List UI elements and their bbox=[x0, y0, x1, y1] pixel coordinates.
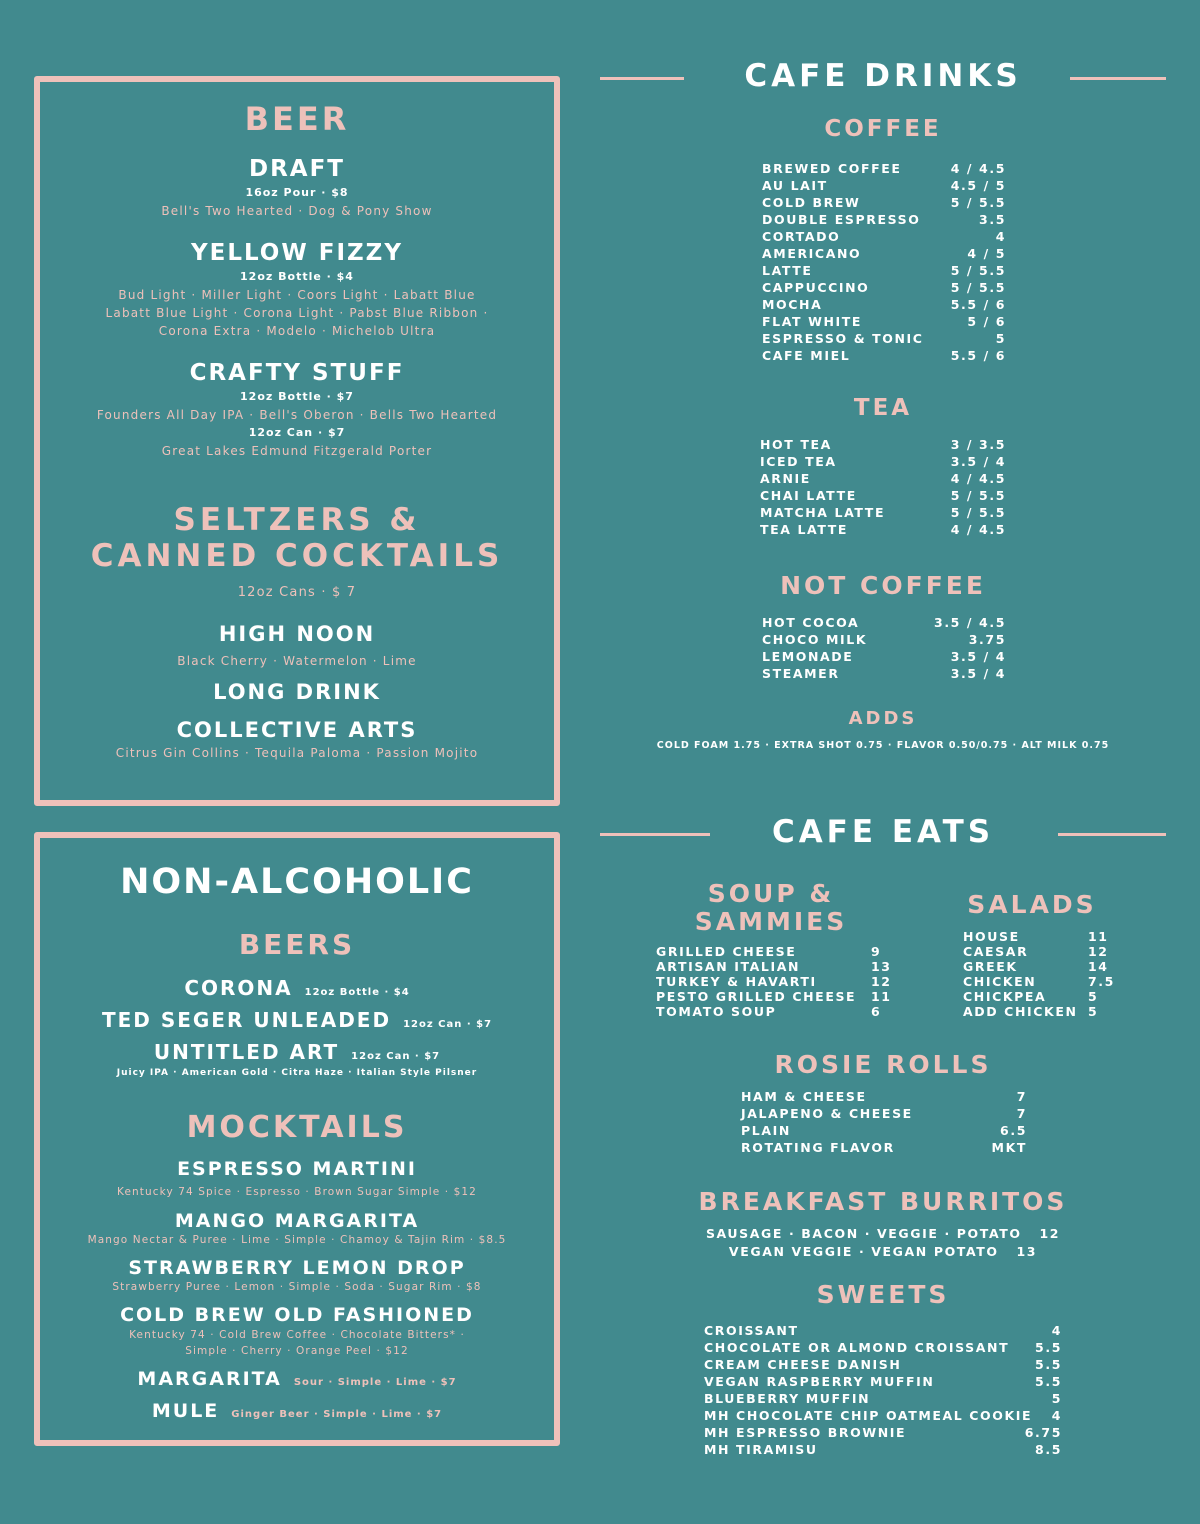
corona-name: CORONA bbox=[184, 976, 293, 1000]
rosie-roll-item bbox=[741, 1139, 1027, 1156]
ted-note: 12oz Can · $7 bbox=[403, 1019, 493, 1030]
soup-item-price: 12 bbox=[871, 974, 892, 989]
crafty-title: CRAFTY STUFF bbox=[189, 360, 405, 386]
sweets-item-name: BLUEBERRY MUFFIN bbox=[704, 1391, 871, 1406]
yellow-fizzy-line-1: Bud Light · Miller Light · Coors Light · Labatt Blue bbox=[118, 288, 476, 302]
corona-note: 12oz Bottle · $4 bbox=[304, 987, 410, 998]
sweets-item-price: 5.5 bbox=[1035, 1357, 1062, 1372]
salad-item-name: GREEK bbox=[963, 959, 1018, 974]
margarita-note: Sour · Simple · Lime · $7 bbox=[293, 1377, 457, 1388]
rosie-roll-item-price: 6.5 bbox=[1000, 1123, 1027, 1138]
coffee-item-name: ESPRESSO & TONIC bbox=[762, 331, 924, 346]
tea-item-name: ICED TEA bbox=[760, 454, 837, 469]
coffee-item-name: DOUBLE ESPRESSO bbox=[762, 212, 921, 227]
salad-item bbox=[963, 1004, 1115, 1019]
tea-item-name: TEA LATTE bbox=[760, 522, 849, 537]
tea-item-price: 4 / 4.5 bbox=[950, 471, 1006, 486]
soup-item-name: GRILLED CHEESE bbox=[656, 944, 797, 959]
soup-sammies-title-2: SAMMIES bbox=[694, 907, 848, 936]
sweets-item-name: MH ESPRESSO BROWNIE bbox=[704, 1425, 907, 1440]
salad-item-name: HOUSE bbox=[963, 929, 1020, 944]
tea-item-name: HOT TEA bbox=[760, 437, 832, 452]
rosie-roll-item-price: 7 bbox=[1016, 1089, 1027, 1104]
strawberry-lemon-drop-title: STRAWBERRY LEMON DROP bbox=[128, 1257, 466, 1279]
salad-item bbox=[963, 944, 1115, 959]
coffee-item-price: 4 bbox=[995, 229, 1006, 244]
yellow-fizzy-sub: 12oz Bottle · $4 bbox=[240, 270, 354, 283]
tea-title: TEA bbox=[853, 395, 913, 421]
cold-brew-old-fashioned-title: COLD BREW OLD FASHIONED bbox=[120, 1304, 474, 1326]
coffee-item bbox=[762, 313, 1006, 330]
untitled-name: UNTITLED ART bbox=[153, 1040, 340, 1064]
rosie-roll-item-price: MKT bbox=[991, 1140, 1027, 1155]
rosie-roll-item-name: ROTATING FLAVOR bbox=[741, 1140, 895, 1155]
sweets-item-name: VEGAN RASPBERRY MUFFIN bbox=[704, 1374, 935, 1389]
sweets-item-name: CROISSANT bbox=[704, 1323, 799, 1338]
salad-item-name: CAESAR bbox=[963, 944, 1029, 959]
mule-row bbox=[40, 1400, 554, 1422]
sweets-item-price: 5.5 bbox=[1035, 1374, 1062, 1389]
beer-panel bbox=[34, 76, 560, 806]
tea-item-price: 5 / 5.5 bbox=[950, 488, 1006, 503]
na-beers-title: BEERS bbox=[238, 928, 356, 961]
coffee-item bbox=[762, 245, 1006, 262]
burritos-line-1: SAUSAGE · BACON · VEGGIE · POTATO 12 bbox=[705, 1226, 1061, 1241]
salad-item bbox=[963, 959, 1115, 974]
cafe-eats-title: CAFE EATS bbox=[771, 814, 995, 850]
crafty-sub-2: 12oz Can · $7 bbox=[248, 426, 346, 439]
high-noon-items: Black Cherry · Watermelon · Lime bbox=[177, 654, 417, 668]
not-coffee-item-name: CHOCO MILK bbox=[762, 632, 868, 647]
tea-item-price: 3.5 / 4 bbox=[950, 454, 1006, 469]
soup-list bbox=[656, 944, 892, 1019]
not-coffee-title: NOT COFFEE bbox=[780, 571, 986, 600]
not-coffee-item-name: LEMONADE bbox=[762, 649, 854, 664]
not-coffee-item bbox=[762, 631, 1006, 648]
salad-item bbox=[963, 974, 1115, 989]
salads-title: SALADS bbox=[967, 890, 1097, 919]
rosie-roll-item bbox=[741, 1105, 1027, 1122]
mocktails-title: MOCKTAILS bbox=[186, 1110, 408, 1145]
sweets-item bbox=[704, 1390, 1062, 1407]
not-coffee-item-price: 3.75 bbox=[968, 632, 1006, 647]
salad-item-name: CHICKPEA bbox=[963, 989, 1047, 1004]
coffee-item bbox=[762, 194, 1006, 211]
coffee-item bbox=[762, 160, 1006, 177]
coffee-item bbox=[762, 228, 1006, 245]
soup-item-name: TOMATO SOUP bbox=[656, 1004, 777, 1019]
seltzers-title-1: SELTZERS & bbox=[173, 502, 421, 538]
non-alcoholic-title: NON-ALCOHOLIC bbox=[120, 862, 474, 902]
soup-item bbox=[656, 989, 892, 1004]
tea-item bbox=[760, 521, 1006, 538]
coffee-item-name: CAPPUCCINO bbox=[762, 280, 870, 295]
sweets-title: SWEETS bbox=[816, 1280, 950, 1309]
soup-item-price: 11 bbox=[871, 989, 892, 1004]
sweets-item-price: 5 bbox=[1051, 1391, 1062, 1406]
not-coffee-item bbox=[762, 648, 1006, 665]
cold-brew-items-1: Kentucky 74 · Cold Brew Coffee · Chocolate Bitters* · bbox=[129, 1329, 465, 1341]
rosie-rolls-list bbox=[741, 1088, 1027, 1156]
sweets-item-price: 5.5 bbox=[1035, 1340, 1062, 1355]
corona-row bbox=[40, 976, 554, 1000]
coffee-item-name: CORTADO bbox=[762, 229, 841, 244]
tea-item bbox=[760, 453, 1006, 470]
untitled-items: Juicy IPA · American Gold · Citra Haze · Italian Style Pilsner bbox=[116, 1068, 478, 1078]
salad-item-price: 14 bbox=[1088, 959, 1109, 974]
crafty-line-1: Founders All Day IPA · Bell's Oberon · Bells Two Hearted bbox=[96, 408, 498, 422]
soup-item-price: 6 bbox=[871, 1004, 882, 1019]
coffee-list bbox=[762, 160, 1006, 364]
coffee-item-name: BREWED COFFEE bbox=[762, 161, 902, 176]
coffee-item-price: 4 / 5 bbox=[967, 246, 1006, 261]
tea-item-name: ARNIE bbox=[760, 471, 811, 486]
draft-items: Bell's Two Hearted · Dog & Pony Show bbox=[161, 204, 433, 218]
coffee-item bbox=[762, 330, 1006, 347]
rosie-roll-item-name: JALAPENO & CHEESE bbox=[741, 1106, 913, 1121]
yellow-fizzy-line-2: Labatt Blue Light · Corona Light · Pabst Blue Ribbon · bbox=[105, 306, 489, 320]
salads-list bbox=[963, 929, 1115, 1019]
soup-item bbox=[656, 944, 892, 959]
salad-item-price: 5 bbox=[1088, 989, 1099, 1004]
coffee-item-price: 3.5 bbox=[979, 212, 1006, 227]
salad-item-price: 7.5 bbox=[1088, 974, 1115, 989]
sweets-item-price: 4 bbox=[1051, 1408, 1062, 1423]
coffee-item-price: 5.5 / 6 bbox=[950, 297, 1006, 312]
sweets-item bbox=[704, 1322, 1062, 1339]
espresso-martini-items: Kentucky 74 Spice · Espresso · Brown Sugar Simple · $12 bbox=[117, 1186, 477, 1198]
crafty-sub-1: 12oz Bottle · $7 bbox=[240, 390, 354, 403]
draft-sub: 16oz Pour · $8 bbox=[245, 186, 349, 199]
breakfast-burritos-title: BREAKFAST BURRITOS bbox=[698, 1187, 1068, 1216]
rosie-roll-item bbox=[741, 1088, 1027, 1105]
soup-item bbox=[656, 959, 892, 974]
sweets-item-name: MH CHOCOLATE CHIP OATMEAL COOKIE bbox=[704, 1408, 1033, 1423]
tea-item-price: 3 / 3.5 bbox=[950, 437, 1006, 452]
high-noon-title: HIGH NOON bbox=[218, 622, 376, 646]
coffee-item-price: 5 bbox=[995, 331, 1006, 346]
sweets-item bbox=[704, 1373, 1062, 1390]
sweets-list bbox=[704, 1322, 1062, 1458]
salad-item bbox=[963, 929, 1115, 944]
tea-item-name: CHAI LATTE bbox=[760, 488, 857, 503]
ted-name: TED SEGER UNLEADED bbox=[101, 1008, 392, 1032]
soup-item bbox=[656, 974, 892, 989]
soup-item bbox=[656, 1004, 892, 1019]
margarita-name: MARGARITA bbox=[137, 1368, 282, 1390]
coffee-item bbox=[762, 262, 1006, 279]
adds-text: COLD FOAM 1.75 · EXTRA SHOT 0.75 · FLAVOR 0.50/0.75 · ALT MILK 0.75 bbox=[656, 740, 1110, 751]
sweets-item-price: 4 bbox=[1051, 1323, 1062, 1338]
soup-item-name: TURKEY & HAVARTI bbox=[656, 974, 817, 989]
tea-item bbox=[760, 436, 1006, 453]
espresso-martini-title: ESPRESSO MARTINI bbox=[177, 1158, 417, 1180]
tea-item bbox=[760, 504, 1006, 521]
coffee-item-name: AU LAIT bbox=[762, 178, 828, 193]
coffee-item-price: 4 / 4.5 bbox=[950, 161, 1006, 176]
not-coffee-item-price: 3.5 / 4 bbox=[950, 649, 1006, 664]
tea-item bbox=[760, 470, 1006, 487]
sweets-item bbox=[704, 1339, 1062, 1356]
sweets-item bbox=[704, 1441, 1062, 1458]
sweets-item bbox=[704, 1424, 1062, 1441]
burritos-line-2: VEGAN VEGGIE · VEGAN POTATO 13 bbox=[728, 1244, 1038, 1259]
not-coffee-item-name: HOT COCOA bbox=[762, 615, 860, 630]
ted-row bbox=[40, 1008, 554, 1032]
not-coffee-item-name: STEAMER bbox=[762, 666, 840, 681]
coffee-item bbox=[762, 347, 1006, 364]
coffee-item-name: AMERICANO bbox=[762, 246, 862, 261]
soup-item-price: 9 bbox=[871, 944, 882, 959]
coffee-item-price: 4.5 / 5 bbox=[950, 178, 1006, 193]
rosie-rolls-title: ROSIE ROLLS bbox=[774, 1050, 992, 1079]
untitled-row bbox=[40, 1040, 554, 1064]
untitled-note: 12oz Can · $7 bbox=[351, 1051, 441, 1062]
coffee-item-price: 5 / 5.5 bbox=[950, 280, 1006, 295]
collective-arts-items: Citrus Gin Collins · Tequila Paloma · Passion Mojito bbox=[115, 746, 479, 760]
cafe-drinks-title: CAFE DRINKS bbox=[744, 58, 1022, 94]
mango-margarita-items: Mango Nectar & Puree · Lime · Simple · Chamoy & Tajin Rim · $8.5 bbox=[87, 1234, 507, 1246]
coffee-item-name: MOCHA bbox=[762, 297, 823, 312]
seltzers-sub: 12oz Cans · $ 7 bbox=[237, 585, 357, 600]
yellow-fizzy-line-3: Corona Extra · Modelo · Michelob Ultra bbox=[158, 324, 436, 338]
soup-item-price: 13 bbox=[871, 959, 892, 974]
coffee-item-price: 5 / 5.5 bbox=[950, 195, 1006, 210]
rosie-roll-item-name: HAM & CHEESE bbox=[741, 1089, 867, 1104]
sweets-item-price: 6.75 bbox=[1024, 1425, 1062, 1440]
coffee-item-name: COLD BREW bbox=[762, 195, 861, 210]
sweets-item bbox=[704, 1407, 1062, 1424]
tea-item-name: MATCHA LATTE bbox=[760, 505, 886, 520]
coffee-item-name: LATTE bbox=[762, 263, 813, 278]
adds-title: ADDS bbox=[848, 708, 918, 729]
mule-note: Ginger Beer · Simple · Lime · $7 bbox=[231, 1409, 443, 1420]
salad-item-name: ADD CHICKEN bbox=[963, 1004, 1078, 1019]
soup-item-name: ARTISAN ITALIAN bbox=[656, 959, 801, 974]
coffee-title: COFFEE bbox=[824, 116, 942, 142]
coffee-item bbox=[762, 211, 1006, 228]
rosie-roll-item bbox=[741, 1122, 1027, 1139]
mango-margarita-title: MANGO MARGARITA bbox=[174, 1210, 420, 1232]
beer-title: BEER bbox=[244, 100, 350, 138]
mule-name: MULE bbox=[151, 1400, 220, 1422]
margarita-row bbox=[40, 1368, 554, 1390]
strawberry-lemon-drop-items: Strawberry Puree · Lemon · Simple · Soda · Sugar Rim · $8 bbox=[112, 1281, 482, 1293]
coffee-item-name: FLAT WHITE bbox=[762, 314, 863, 329]
seltzers-title-2: CANNED COCKTAILS bbox=[90, 538, 504, 574]
sweets-item-name: MH TIRAMISU bbox=[704, 1442, 818, 1457]
not-coffee-item bbox=[762, 665, 1006, 682]
not-coffee-item-price: 3.5 / 4.5 bbox=[934, 615, 1006, 630]
salad-item-price: 11 bbox=[1088, 929, 1109, 944]
rosie-roll-item-price: 7 bbox=[1016, 1106, 1027, 1121]
draft-title: DRAFT bbox=[248, 156, 345, 182]
tea-list bbox=[760, 436, 1006, 538]
coffee-item-price: 5.5 / 6 bbox=[950, 348, 1006, 363]
sweets-item-name: CREAM CHEESE DANISH bbox=[704, 1357, 902, 1372]
rosie-roll-item-name: PLAIN bbox=[741, 1123, 791, 1138]
long-drink-title: LONG DRINK bbox=[213, 680, 381, 704]
non-alcoholic-panel bbox=[34, 832, 560, 1446]
tea-item-price: 4 / 4.5 bbox=[950, 522, 1006, 537]
salad-item-price: 5 bbox=[1088, 1004, 1099, 1019]
salad-item-name: CHICKEN bbox=[963, 974, 1037, 989]
soup-sammies-title-1: SOUP & bbox=[707, 879, 835, 908]
coffee-item bbox=[762, 279, 1006, 296]
coffee-item bbox=[762, 296, 1006, 313]
yellow-fizzy-title: YELLOW FIZZY bbox=[190, 240, 404, 266]
tea-item-price: 5 / 5.5 bbox=[950, 505, 1006, 520]
crafty-line-2: Great Lakes Edmund Fitzgerald Porter bbox=[161, 444, 433, 458]
not-coffee-item bbox=[762, 614, 1006, 631]
cold-brew-items-2: Simple · Cherry · Orange Peel · $12 bbox=[185, 1345, 409, 1357]
soup-item-name: PESTO GRILLED CHEESE bbox=[656, 989, 857, 1004]
salad-item-price: 12 bbox=[1088, 944, 1109, 959]
coffee-item-price: 5 / 5.5 bbox=[950, 263, 1006, 278]
coffee-item-price: 5 / 6 bbox=[967, 314, 1006, 329]
sweets-item bbox=[704, 1356, 1062, 1373]
not-coffee-item-price: 3.5 / 4 bbox=[950, 666, 1006, 681]
coffee-item-name: CAFE MIEL bbox=[762, 348, 851, 363]
not-coffee-list bbox=[762, 614, 1006, 682]
sweets-item-name: CHOCOLATE OR ALMOND CROISSANT bbox=[704, 1340, 1010, 1355]
salad-item bbox=[963, 989, 1115, 1004]
collective-arts-title: COLLECTIVE ARTS bbox=[176, 718, 418, 742]
soup-sammies-title bbox=[656, 880, 886, 936]
sweets-item-price: 8.5 bbox=[1035, 1442, 1062, 1457]
tea-item bbox=[760, 487, 1006, 504]
coffee-item bbox=[762, 177, 1006, 194]
